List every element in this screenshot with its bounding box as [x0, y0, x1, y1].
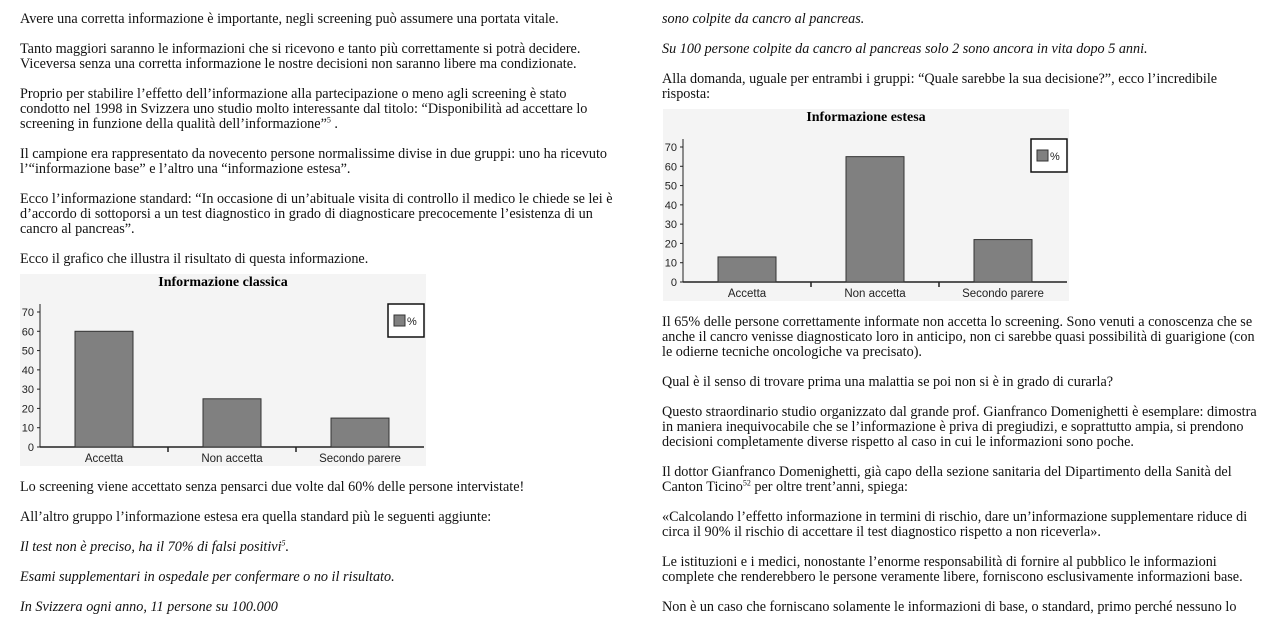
- paragraph: Lo screening viene accettato senza pensarci due volte dal 60% delle persone intervistate!: [20, 479, 525, 495]
- y-tick-label: 20: [664, 238, 677, 251]
- paragraph: Su 100 persone colpite da cancro al pancreas solo 2 sono ancora in vita dopo 5 anni.: [662, 41, 1148, 57]
- paragraph: Proprio per stabilire l’effetto dell’informazione alla partecipazione o meno agli screening è stato condotto nel 1998 in Svizzera uno studio molto interessante dal titolo: “Disponibilità ad accettare lo screening in funzione della qualità dell’informazione”$^5$ .: [20, 86, 588, 132]
- paragraph: Qual è il senso di trovare prima una malattia se poi non si è in grado di curarla?: [662, 374, 1114, 390]
- y-tick-label: 20: [21, 403, 34, 416]
- x-category-label: Secondo parere: [962, 288, 1044, 300]
- bar: [974, 240, 1032, 282]
- bar: [331, 418, 389, 447]
- chart-informazione-classica: [20, 274, 426, 466]
- paragraph: Il dottor Gianfranco Domenighetti, già capo della sezione sanitaria del Dipartimento della Sanità del Canton Ticino$^{52}$ per oltre trent’anni, spiega:: [662, 464, 1232, 495]
- paragraph: Le istituzioni e i medici, nonostante l’enorme responsabilità di fornire al pubblico le informazioni complete che renderebbero le persone veramente libere, forniscono esclusivamente informazioni base.: [662, 554, 1243, 585]
- paragraph: Il test non è preciso, ha il 70% di falsi positivi$^5$.: [20, 538, 290, 555]
- paragraph: Non è un caso che forniscano solamente le informazioni di base, o standard, primo perché nessuno lo: [662, 599, 1237, 615]
- x-category-label: Non accetta: [201, 453, 263, 465]
- y-tick-label: 10: [21, 422, 34, 435]
- paragraph: Ecco l’informazione standard: “In occasione di un’abituale visita di controllo il medico le chiede se lei è d’accordo di sottoporsi a un test diagnostico in grado di diagnosticare precocemente l’esistenza di un cancro al pancreas”.: [20, 191, 613, 237]
- paragraph: Il campione era rappresentato da novecento persone normalissime divise in due gruppi: uno ha ricevuto l’“informazione base” e l’altro una “informazione estesa”.: [20, 146, 608, 177]
- paragraph: Esami supplementari in ospedale per confermare o no il risultato.: [20, 569, 395, 585]
- chart-title: Informazione estesa: [806, 110, 926, 125]
- paragraph: sono colpite da cancro al pancreas.: [662, 11, 865, 27]
- y-tick-label: 60: [21, 326, 34, 339]
- footnote-ref[interactable]: 5: [281, 538, 286, 548]
- legend-swatch: [394, 315, 405, 326]
- y-tick-label: 50: [664, 180, 677, 193]
- chart-svg: [20, 274, 426, 466]
- left-column: [20, 0, 630, 630]
- y-tick-label: 60: [664, 161, 677, 174]
- chart-title: Informazione classica: [158, 275, 288, 290]
- right-column: [662, 0, 1262, 630]
- paragraph: Avere una corretta informazione è importante, negli screening può assumere una portata vitale.: [20, 11, 559, 27]
- bar: [718, 257, 776, 282]
- paragraph: In Svizzera ogni anno, 11 persone su 100.000: [20, 599, 278, 615]
- bar: [846, 157, 904, 282]
- y-tick-label: 50: [21, 345, 34, 358]
- x-category-label: Non accetta: [844, 288, 906, 300]
- footnote-ref[interactable]: 52: [742, 478, 751, 488]
- paragraph: Il 65% delle persone correttamente informate non accetta lo screening. Sono venuti a conoscenza che se anche il cancro venisse diagnosticato loro in anticipo, non ci sarebbe quasi possibilità di guarigione (con le odierne tecniche oncologiche va precisato).: [662, 314, 1255, 360]
- paragraph: Ecco il grafico che illustra il risultato di questa informazione.: [20, 251, 369, 267]
- y-tick-label: 40: [21, 364, 34, 377]
- y-tick-label: 30: [664, 219, 677, 232]
- y-tick-label: 10: [664, 257, 677, 270]
- y-tick-label: 40: [664, 199, 677, 212]
- legend-label: %: [1050, 151, 1060, 163]
- legend-label: %: [407, 316, 417, 328]
- y-tick-label: 30: [21, 384, 34, 397]
- bar: [75, 331, 133, 447]
- y-tick-label: 0: [670, 277, 677, 289]
- legend-box: [1031, 139, 1067, 172]
- bar: [203, 399, 261, 447]
- y-tick-label: 0: [27, 442, 34, 454]
- x-category-label: Accetta: [727, 288, 767, 300]
- footnote-ref[interactable]: 5: [326, 115, 331, 125]
- paragraph: «Calcolando l’effetto informazione in termini di rischio, dare un’informazione supplementare riduce di circa il 90% il rischio di accettare il test diagnostico rispetto a non riceverla».: [662, 509, 1248, 540]
- paragraph: Questo straordinario studio organizzato dal grande prof. Gianfranco Domenighetti è esemplare: dimostra in maniera inequivocabile che se l’informazione è priva di pregiudizi, e soprattutto ampia, si prendono decisioni completamente diverse rispetto al caso in cui le informazioni sono poche.: [662, 404, 1257, 450]
- paragraph: All’altro gruppo l’informazione estesa era quella standard più le seguenti aggiunte:: [20, 509, 492, 525]
- y-tick-label: 70: [664, 142, 677, 154]
- legend-swatch: [1037, 150, 1048, 161]
- legend-box: [388, 304, 424, 337]
- x-category-label: Accetta: [84, 453, 124, 465]
- y-tick-label: 70: [21, 307, 34, 319]
- chart-svg: [663, 109, 1069, 301]
- x-category-label: Secondo parere: [319, 453, 401, 465]
- paragraph: Alla domanda, uguale per entrambi i gruppi: “Quale sarebbe la sua decisione?”, ecco l’incredibile risposta:: [662, 71, 1218, 102]
- paragraph: Tanto maggiori saranno le informazioni che si ricevono e tanto più correttamente si potrà decidere. Viceversa senza una corretta informazione le nostre decisioni non saranno libere ma condizionate.: [20, 41, 581, 72]
- chart-informazione-estesa: [663, 109, 1069, 301]
